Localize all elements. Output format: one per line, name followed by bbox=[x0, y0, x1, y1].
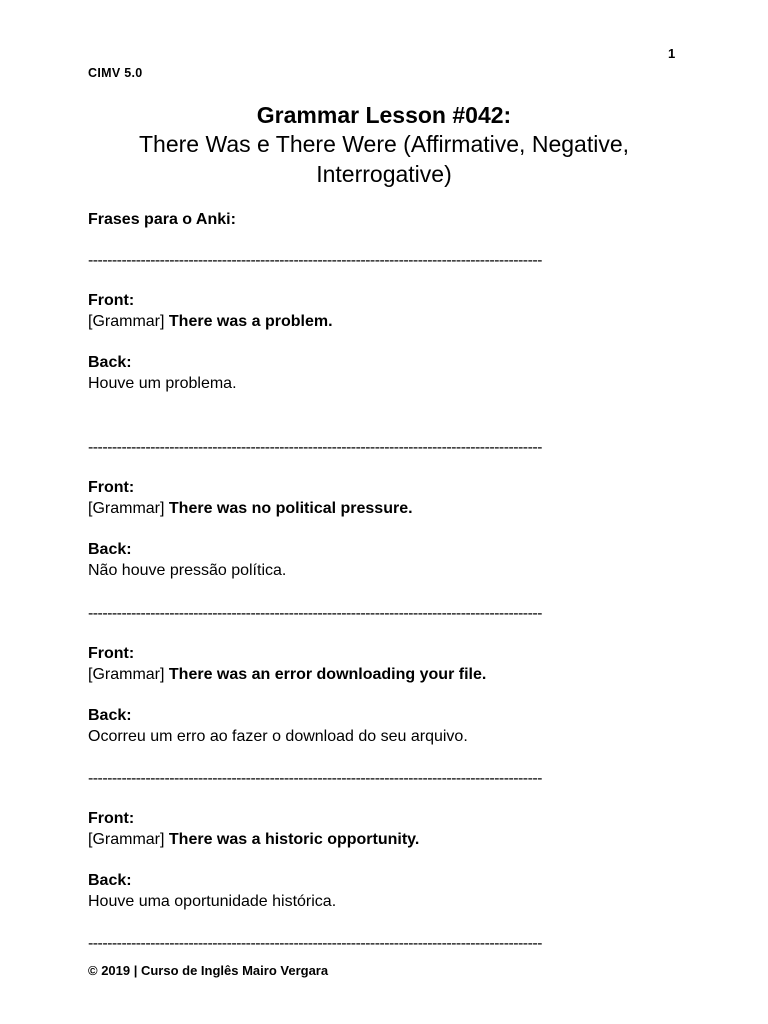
separator: ----------------------------------------------------------------------------------------------- bbox=[88, 769, 542, 787]
front-text: There was an error downloading your file. bbox=[168, 665, 487, 683]
card bbox=[88, 417, 668, 582]
front-text: There was a historic opportunity. bbox=[168, 830, 420, 848]
back-text: Não houve pressão política. bbox=[88, 562, 287, 580]
separator: ----------------------------------------------------------------------------------------------- bbox=[88, 252, 542, 269]
front-line bbox=[88, 311, 668, 332]
back-label: Back: bbox=[88, 871, 132, 889]
card bbox=[88, 748, 668, 913]
front-line bbox=[88, 498, 668, 519]
grammar-tag: [Grammar] bbox=[88, 830, 165, 848]
separator: ----------------------------------------------------------------------------------------------- bbox=[88, 439, 542, 457]
back-label: Back: bbox=[88, 706, 132, 724]
section-label: Frases para o Anki: bbox=[88, 211, 236, 228]
page-number: 1 bbox=[668, 46, 676, 61]
back-label: Back: bbox=[88, 354, 132, 371]
page-subtitle: There Was e There Were (Affirmative, Negative, Interrogative) bbox=[139, 131, 629, 187]
front-text: There was a problem. bbox=[168, 313, 333, 330]
front-line bbox=[88, 829, 668, 850]
title-block bbox=[88, 101, 680, 189]
front-label: Front: bbox=[88, 644, 135, 662]
back-label: Back: bbox=[88, 541, 132, 559]
header-code: CIMV 5.0 bbox=[88, 66, 143, 80]
grammar-tag: [Grammar] bbox=[88, 313, 165, 330]
front-label: Front: bbox=[88, 809, 135, 827]
front-label: Front: bbox=[88, 479, 135, 497]
back-text: Houve uma oportunidade histórica. bbox=[88, 892, 337, 910]
front-line bbox=[88, 664, 668, 685]
footer-copyright: © 2019 | Curso de Inglês Mairo Vergara bbox=[88, 963, 329, 978]
front-text: There was no political pressure. bbox=[168, 500, 413, 518]
separator: ----------------------------------------------------------------------------------------------- bbox=[88, 935, 542, 953]
front-label: Front: bbox=[88, 292, 135, 309]
separator: ----------------------------------------------------------------------------------------------- bbox=[88, 604, 542, 622]
grammar-tag: [Grammar] bbox=[88, 665, 165, 683]
grammar-tag: [Grammar] bbox=[88, 500, 165, 518]
page-title: Grammar Lesson #042: bbox=[256, 102, 512, 128]
card bbox=[88, 583, 668, 748]
back-text: Ocorreu um erro ao fazer o download do seu arquivo. bbox=[88, 727, 468, 745]
card bbox=[88, 252, 668, 417]
card-list bbox=[88, 252, 668, 953]
back-text: Houve um problema. bbox=[88, 375, 237, 392]
